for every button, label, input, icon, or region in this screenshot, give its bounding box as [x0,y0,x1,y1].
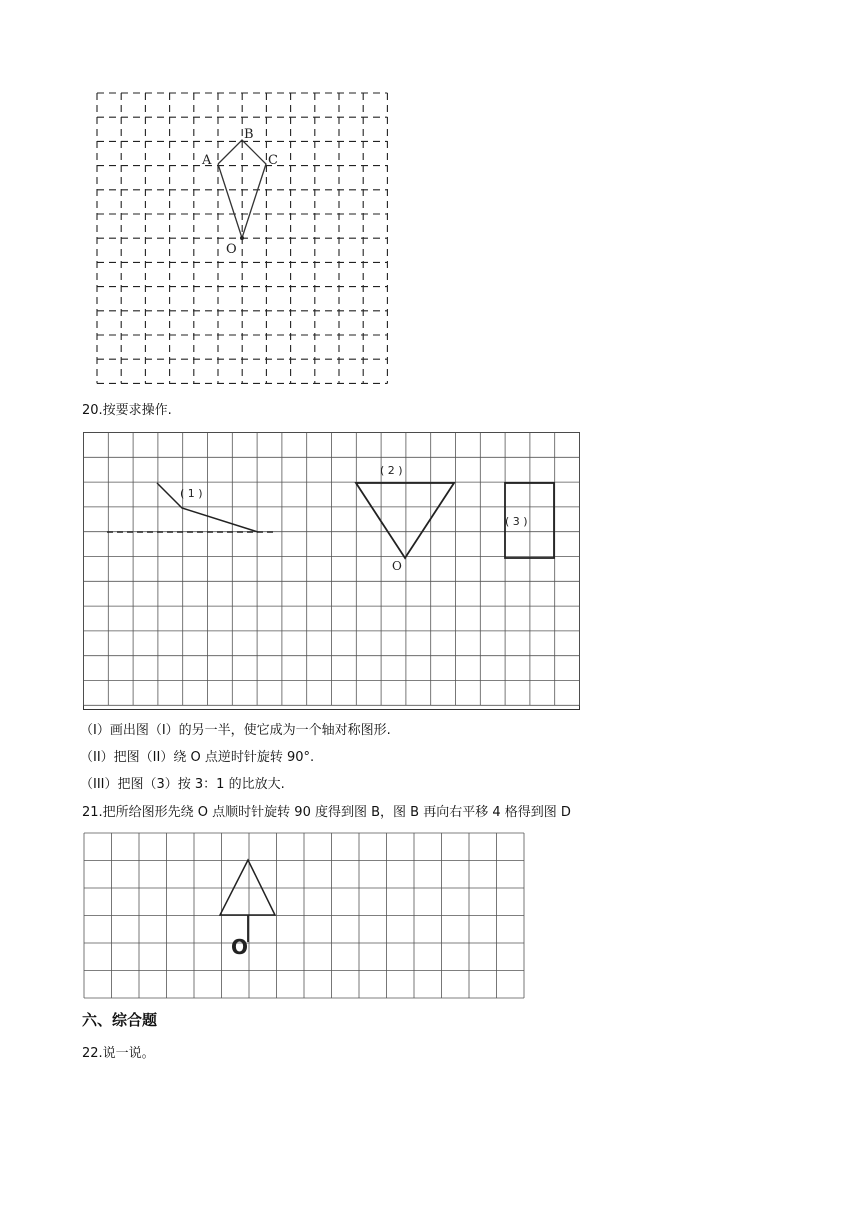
q20-instruction-2: （II）把图（II）绕 O 点逆时针旋转 90°. [80,750,315,765]
figure-3-label: ( 3 ) [505,515,528,528]
q20-instruction-3: （III）把图（3）按 3：1 的比放大. [80,777,285,792]
figure-1-label: ( 1 ) [180,487,203,500]
q22-title: 22.说一说。 [82,1046,155,1061]
q21-title: 21.把所给图形先绕 O 点顺时针旋转 90 度得到图 B，图 B 再向右平移 4 格得到图 D [82,805,571,820]
q21-grid-figure [83,832,525,1000]
solid-grid [84,433,580,706]
label-o: O [226,242,237,257]
label-a: A [202,153,212,168]
solid-grid [84,833,524,998]
figure-2-o-label: O [392,559,402,573]
q20-instruction-1: （I）画出图（I）的另一半，使它成为一个轴对称图形. [80,723,391,738]
section-6-heading: 六、综合题 [82,1011,158,1029]
kite-dashed-grid-figure [96,92,388,384]
figure-2-label: ( 2 ) [380,464,403,477]
q20-title: 20.按要求操作. [82,403,172,418]
flag-triangle-shape [220,860,275,942]
label-b: B [244,127,254,142]
q21-o-label: O [231,935,249,959]
figure-2-triangle [356,483,454,558]
label-c: C [268,153,278,168]
q20-grid-figure [83,432,581,712]
